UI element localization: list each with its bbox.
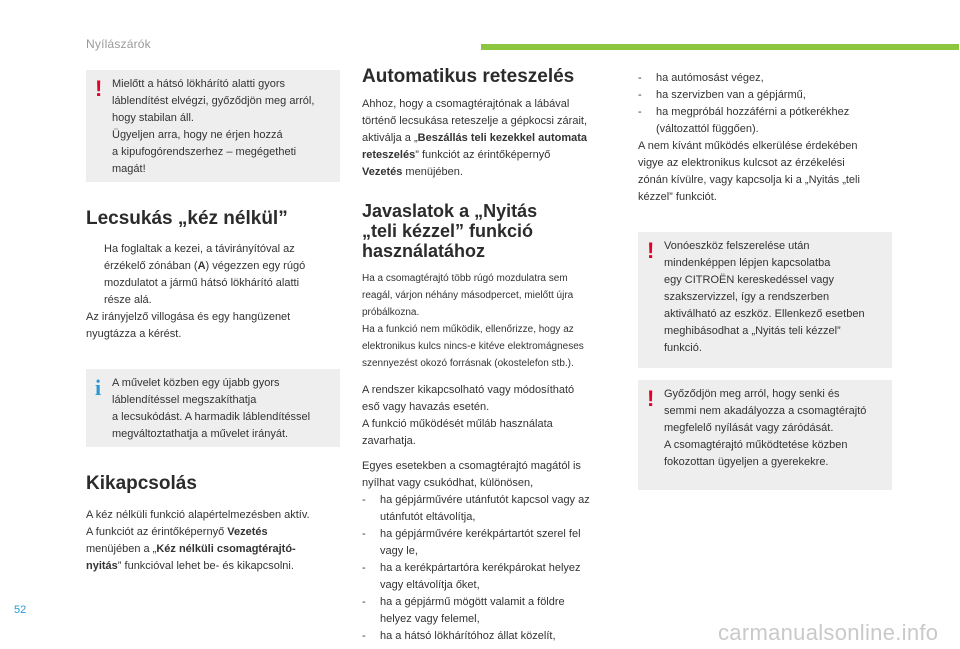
section-title: Nyílászárók bbox=[86, 37, 151, 51]
dash-list bbox=[638, 70, 892, 138]
column-left bbox=[86, 70, 340, 575]
section-accent-bar bbox=[481, 44, 959, 50]
heading-auto-locking: Automatikus reteszelés bbox=[362, 66, 575, 87]
text-line: mindenképpen lépjen kapcsolatba bbox=[664, 257, 831, 269]
paragraph-deactivation: A kéz nélküli funkció alapértelmezésben aktív. A funkciót az érintőképernyő Vezetés menüjében a „Kéz nélküli csomagtérajtó- nyitás” funkcióval lehet be- és kikapcsolni. bbox=[86, 509, 310, 572]
text-line: láblendítéssel megszakíthatja bbox=[112, 394, 257, 406]
dash-list bbox=[362, 492, 618, 645]
text-line: A művelet közben egy újabb gyors bbox=[112, 377, 280, 389]
text-line: megváltoztathatja a művelet irányát. bbox=[112, 428, 289, 440]
text-line: meghibásodhat a „Nyitás teli kézzel” bbox=[664, 325, 841, 337]
paragraph-confirmation: Az irányjelző villogása és egy hangüzenet nyugtázza a kérést. bbox=[86, 311, 291, 340]
warning-box-towbar bbox=[638, 232, 892, 368]
text-line: Győződjön meg arról, hogy senki és bbox=[664, 388, 840, 400]
warning-icon: ! bbox=[647, 238, 655, 263]
paragraph-weather: A rendszer kikapcsolható vagy módosítható eső vagy havazás esetén. A funkció működését műláb használata zavarhatja. bbox=[362, 384, 575, 447]
text-line: szakszervizzel, így a rendszerben bbox=[664, 291, 830, 303]
text-line: semmi nem akadályozza a csomagtérajtó bbox=[664, 405, 867, 417]
text-line: aktiválható az eszköz. Ellenkező esetben bbox=[664, 308, 865, 320]
text-line: hogy stabilan áll. bbox=[112, 112, 194, 124]
heading-handsfree-close: Lecsukás „kéz nélkül” bbox=[86, 208, 288, 229]
bullet-item-kick bbox=[86, 241, 340, 309]
text-line: fokozottan ügyeljen a gyerekekre. bbox=[664, 456, 829, 468]
warning-box-footswing bbox=[86, 70, 340, 182]
paragraph-avoid-activation: A nem kívánt működés elkerülése érdekében vigye az elektronikus kulcsot az érzékelési zónán kívülre, vagy kapcsolja ki a „Nyitás „teli kézzel” funkciót. bbox=[638, 140, 860, 203]
list-item: - ha gépjárművére kerékpártartót szerel fel vagy le, bbox=[362, 526, 618, 560]
text-line: Mielőtt a hátsó lökhárító alatti gyors bbox=[112, 78, 286, 90]
paragraph-unexpected: Egyes esetekben a csomagtérajtó magától is nyílhat vagy csukódhat, különösen, bbox=[362, 460, 581, 489]
list-item: - ha a hátsó lökhárítóhoz állat közelít, bbox=[362, 628, 618, 645]
info-icon: i bbox=[95, 375, 102, 400]
paragraph-no-response: Ha a csomagtérajtó több rúgó mozdulatra sem reagál, várjon néhány másodpercet, mielőtt újra próbálkozna. Ha a funkció nem működik, ellenőrizze, hogy az elektronikus kulcs nincs-e kitéve elektromágneses szennyezést okozó forrásnak (okostelefon stb.). bbox=[362, 273, 584, 369]
list-item: - ha gépjárművére utánfutót kapcsol vagy az utánfutót eltávolítja, bbox=[362, 492, 618, 526]
text-line: megfelelő nyílását vagy záródását. bbox=[664, 422, 834, 434]
list-item: - ha szervizben van a gépjármű, bbox=[638, 87, 892, 104]
warning-box-obstruction bbox=[638, 380, 892, 490]
watermark: carmanualsonline.info bbox=[718, 620, 939, 645]
text-line: a lecsukódást. A harmadik láblendítéssel bbox=[112, 411, 311, 423]
text-line: része alá. bbox=[104, 294, 152, 306]
info-box-interrupt bbox=[86, 369, 340, 447]
list-item: - ha megpróbál hozzáférni a pótkerékhez (változattól függően). bbox=[638, 104, 892, 138]
heading-recommendations: Javaslatok a „Nyitás „teli kézzel” funkció használatához bbox=[362, 201, 538, 261]
column-middle bbox=[362, 66, 618, 645]
text-line: Vonóeszköz felszerelése után bbox=[664, 240, 810, 252]
list-item: - ha autómosást végez, bbox=[638, 70, 892, 87]
paragraph-auto-locking: Ahhoz, hogy a csomagtérajtónak a lábával történő lecsukása reteszelje a gépkocsi zárait, aktiválja a „Beszállás teli kezekkel automata reteszelés” funkciót az érintőképernyő Vezetés menüjében. bbox=[362, 98, 588, 178]
list-item: - ha a kerékpártartóra kerékpárokat helyez vagy eltávolítja őket, bbox=[362, 560, 618, 594]
page-number: 52 bbox=[14, 604, 27, 616]
list-item: - ha a gépjármű mögött valamit a földre helyez vagy felemel, bbox=[362, 594, 618, 628]
text-line: magát! bbox=[112, 163, 146, 175]
text-line: Ha foglaltak a kezei, a távirányítóval az bbox=[104, 243, 295, 255]
column-right bbox=[638, 70, 892, 490]
text-line: egy CITROËN kereskedéssel vagy bbox=[664, 274, 834, 286]
warning-icon: ! bbox=[647, 386, 655, 411]
text-line: érzékelő zónában (A) végezzen egy rúgó bbox=[104, 260, 306, 272]
text-line: A csomagtérajtó működtetése közben bbox=[664, 439, 848, 451]
heading-deactivation: Kikapcsolás bbox=[86, 473, 197, 494]
text-line: a kipufogórendszerhez – megégetheti bbox=[112, 146, 297, 158]
text-line: funkció. bbox=[664, 342, 702, 354]
text-line: mozdulatot a jármű hátsó lökhárító alatti bbox=[104, 277, 300, 289]
text-line: láblendítést elvégzi, győződjön meg arról, bbox=[112, 95, 315, 107]
warning-icon: ! bbox=[95, 76, 103, 101]
text-line: Ügyeljen arra, hogy ne érjen hozzá bbox=[112, 129, 283, 141]
